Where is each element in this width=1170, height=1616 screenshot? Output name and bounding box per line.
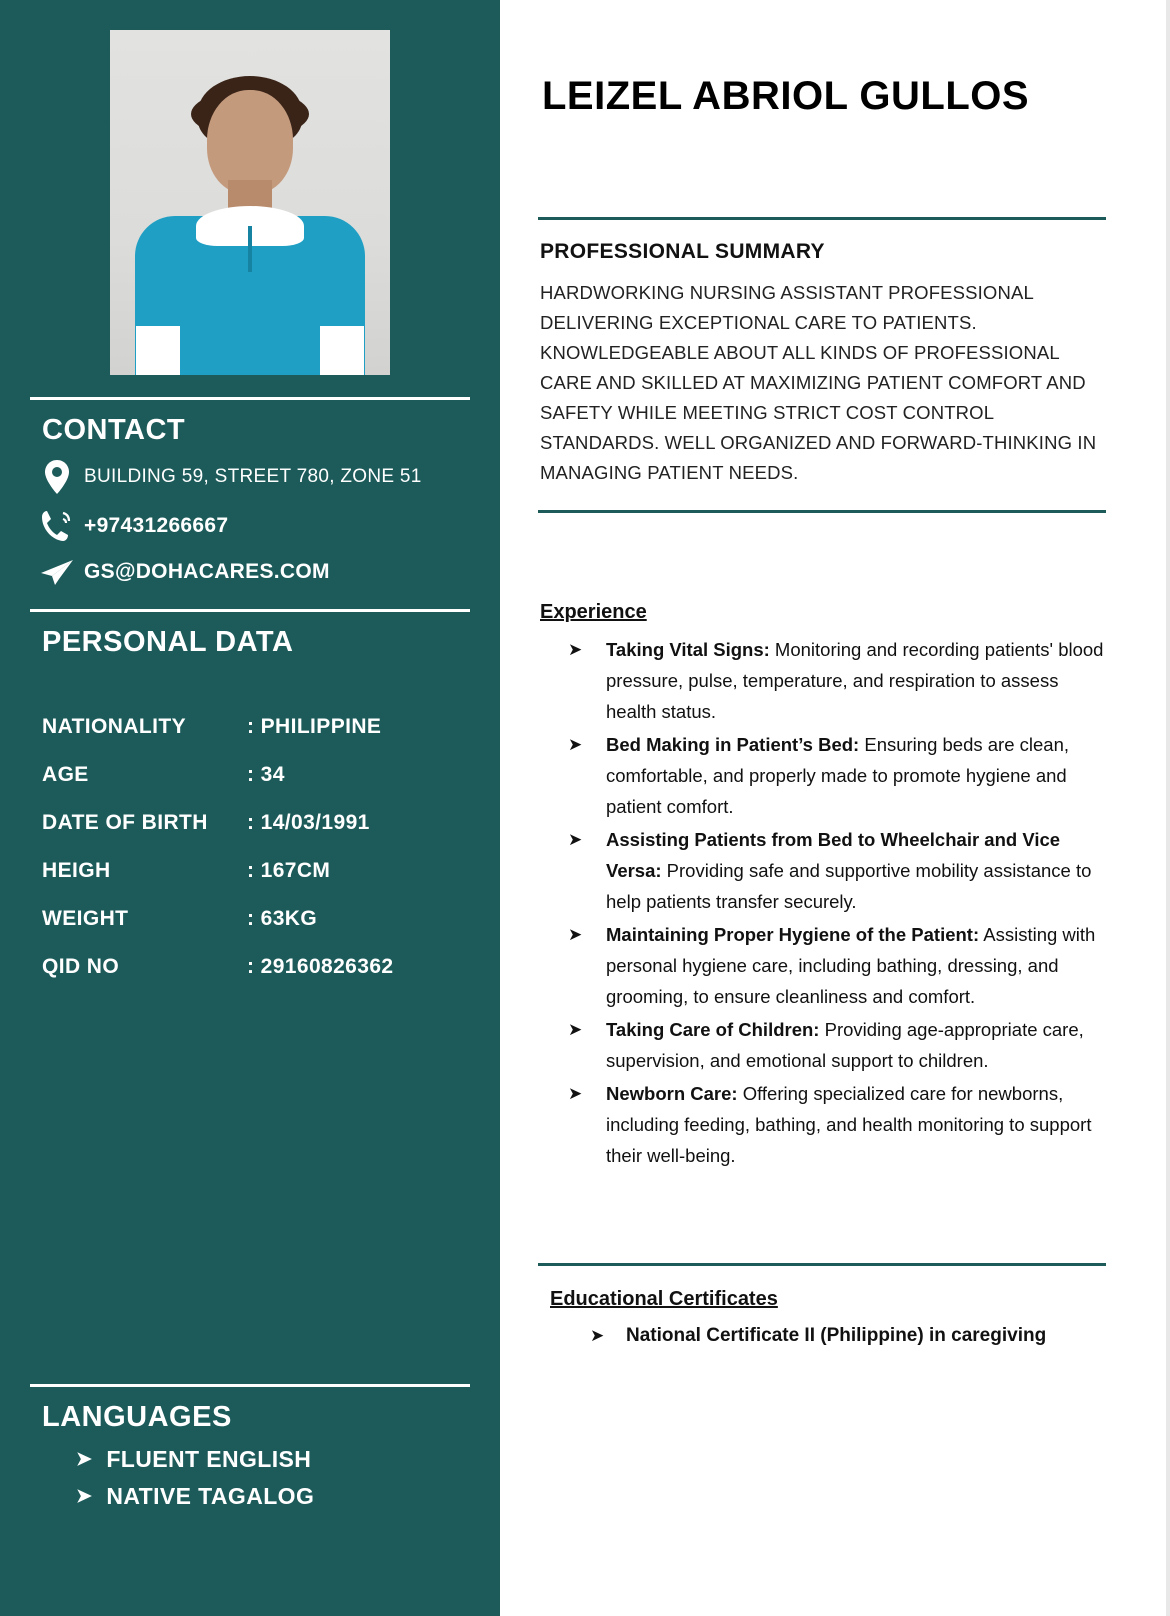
- personal-data-value: : 29160826362: [247, 955, 394, 978]
- photo-sleeve-left: [136, 326, 180, 375]
- arrow-bullet-icon: ➤: [568, 925, 583, 944]
- personal-data-label: DATE OF BIRTH: [42, 811, 208, 834]
- sidebar: [0, 0, 500, 1616]
- language-item: [76, 1483, 470, 1510]
- experience-item: [568, 634, 1106, 727]
- divider-languages-top: [30, 1384, 470, 1387]
- education-heading: Educational Certificates: [550, 1288, 778, 1310]
- personal-data-value: : 14/03/1991: [247, 811, 370, 834]
- contact-address-row: [30, 459, 470, 495]
- experience-item-title: Bed Making in Patient’s Bed:: [606, 734, 860, 755]
- experience-item-text: Assisting with personal hygiene care, including bathing, dressing, and grooming, to ensure cleanliness and comfort.: [606, 924, 1096, 1007]
- personal-data-row: [30, 859, 470, 883]
- personal-data-label: AGE: [42, 763, 89, 786]
- professional-summary-heading: PROFESSIONAL SUMMARY: [540, 240, 825, 263]
- experience-item-text: Monitoring and recording patients' blood pressure, pulse, temperature, and respiration to assess health status.: [606, 639, 1104, 722]
- profile-photo: [110, 30, 390, 375]
- languages-section: [30, 1362, 470, 1520]
- education-item: [590, 1321, 1106, 1351]
- arrow-bullet-icon: ➤: [568, 735, 583, 754]
- arrow-bullet-icon: ➤: [568, 640, 583, 659]
- photo-sleeve-right: [320, 326, 364, 375]
- personal-data-row: [30, 715, 470, 739]
- experience-item-text: Providing age-appropriate care, supervision, and emotional support to children.: [606, 1019, 1084, 1071]
- photo-face: [207, 90, 293, 194]
- experience-item-text: Offering specialized care for newborns, including feeding, bathing, and health monitoring to support their well-being.: [606, 1083, 1092, 1166]
- education-item-label: National Certificate II (Philippine) in caregiving: [626, 1325, 1047, 1346]
- personal-data-row: [30, 907, 470, 931]
- experience-item-title: Taking Care of Children:: [606, 1019, 820, 1040]
- arrow-bullet-icon: ➤: [76, 1449, 93, 1470]
- contact-address: BUILDING 59, STREET 780, ZONE 51: [84, 466, 422, 487]
- contact-email[interactable]: GS@DOHACARES.COM: [84, 560, 330, 583]
- arrow-bullet-icon: ➤: [568, 1084, 583, 1103]
- language-label: FLUENT ENGLISH: [106, 1446, 312, 1472]
- personal-data-value: : 167CM: [247, 859, 331, 882]
- experience-item-title: Assisting Patients from Bed to Wheelchair and Vice Versa:: [606, 829, 1061, 881]
- paper-plane-icon: [30, 557, 84, 587]
- page-title: LEIZEL ABRIOL GULLOS: [542, 74, 1030, 118]
- language-label: NATIVE TAGALOG: [106, 1483, 315, 1509]
- contact-heading: CONTACT: [42, 414, 186, 446]
- personal-data-label: WEIGHT: [42, 907, 129, 930]
- personal-data-label: QID NO: [42, 955, 120, 978]
- experience-item-title: Maintaining Proper Hygiene of the Patient:: [606, 924, 980, 945]
- personal-data-value: : PHILIPPINE: [247, 715, 382, 738]
- experience-item: [568, 824, 1106, 917]
- main-content: [500, 0, 1166, 1616]
- contact-phone[interactable]: +97431266667: [84, 514, 229, 537]
- experience-item-text: Ensuring beds are clean, comfortable, and properly made to promote hygiene and patient comfort.: [606, 734, 1070, 817]
- experience-list: [538, 634, 1106, 1171]
- location-pin-icon: [30, 459, 84, 495]
- personal-data-row: [30, 763, 470, 787]
- professional-summary-text: HARDWORKING NURSING ASSISTANT PROFESSIONAL DELIVERING EXCEPTIONAL CARE TO PATIENTS. KNOWLEDGEABLE ABOUT ALL KINDS OF PROFESSIONAL CARE AND SKILLED AT MAXIMIZING PATIENT COMFORT AND SAFETY WHILE MEETING STRICT COST CONTROL STANDARDS. WELL ORGANIZED AND FORWARD-THINKING IN MANAGING PATIENT NEEDS.: [540, 282, 1097, 483]
- divider-contact-top: [30, 397, 470, 400]
- personal-data-value: : 34: [247, 763, 285, 786]
- experience-item-title: Taking Vital Signs:: [606, 639, 770, 660]
- experience-item: [568, 1014, 1106, 1076]
- personal-data-list: [30, 715, 470, 979]
- phone-icon: [30, 509, 84, 543]
- experience-item: [568, 1078, 1106, 1171]
- divider-education-top: [538, 1263, 1106, 1266]
- personal-data-value: : 63KG: [247, 907, 318, 930]
- contact-email-row: [30, 557, 470, 587]
- experience-item-title: Newborn Care:: [606, 1083, 738, 1104]
- contact-phone-row: [30, 509, 470, 543]
- language-item: [76, 1446, 470, 1473]
- languages-heading: LANGUAGES: [42, 1401, 232, 1433]
- arrow-bullet-icon: ➤: [568, 1020, 583, 1039]
- arrow-bullet-icon: ➤: [590, 1326, 605, 1345]
- arrow-bullet-icon: ➤: [76, 1486, 93, 1507]
- personal-data-label: HEIGH: [42, 859, 111, 882]
- personal-data-row: [30, 811, 470, 835]
- personal-data-row: [30, 955, 470, 979]
- experience-item-text: Providing safe and supportive mobility assistance to help patients transfer securely.: [606, 860, 1092, 912]
- arrow-bullet-icon: ➤: [568, 830, 583, 849]
- divider-personal-top: [30, 609, 470, 612]
- experience-item: [568, 729, 1106, 822]
- divider-summary-top: [538, 217, 1106, 220]
- photo-zipper: [248, 226, 252, 272]
- education-list: [538, 1321, 1106, 1351]
- experience-item: [568, 919, 1106, 1012]
- personal-data-heading: PERSONAL DATA: [42, 626, 294, 658]
- experience-heading: Experience: [540, 601, 647, 623]
- divider-summary-bottom: [538, 510, 1106, 513]
- personal-data-label: NATIONALITY: [42, 715, 186, 738]
